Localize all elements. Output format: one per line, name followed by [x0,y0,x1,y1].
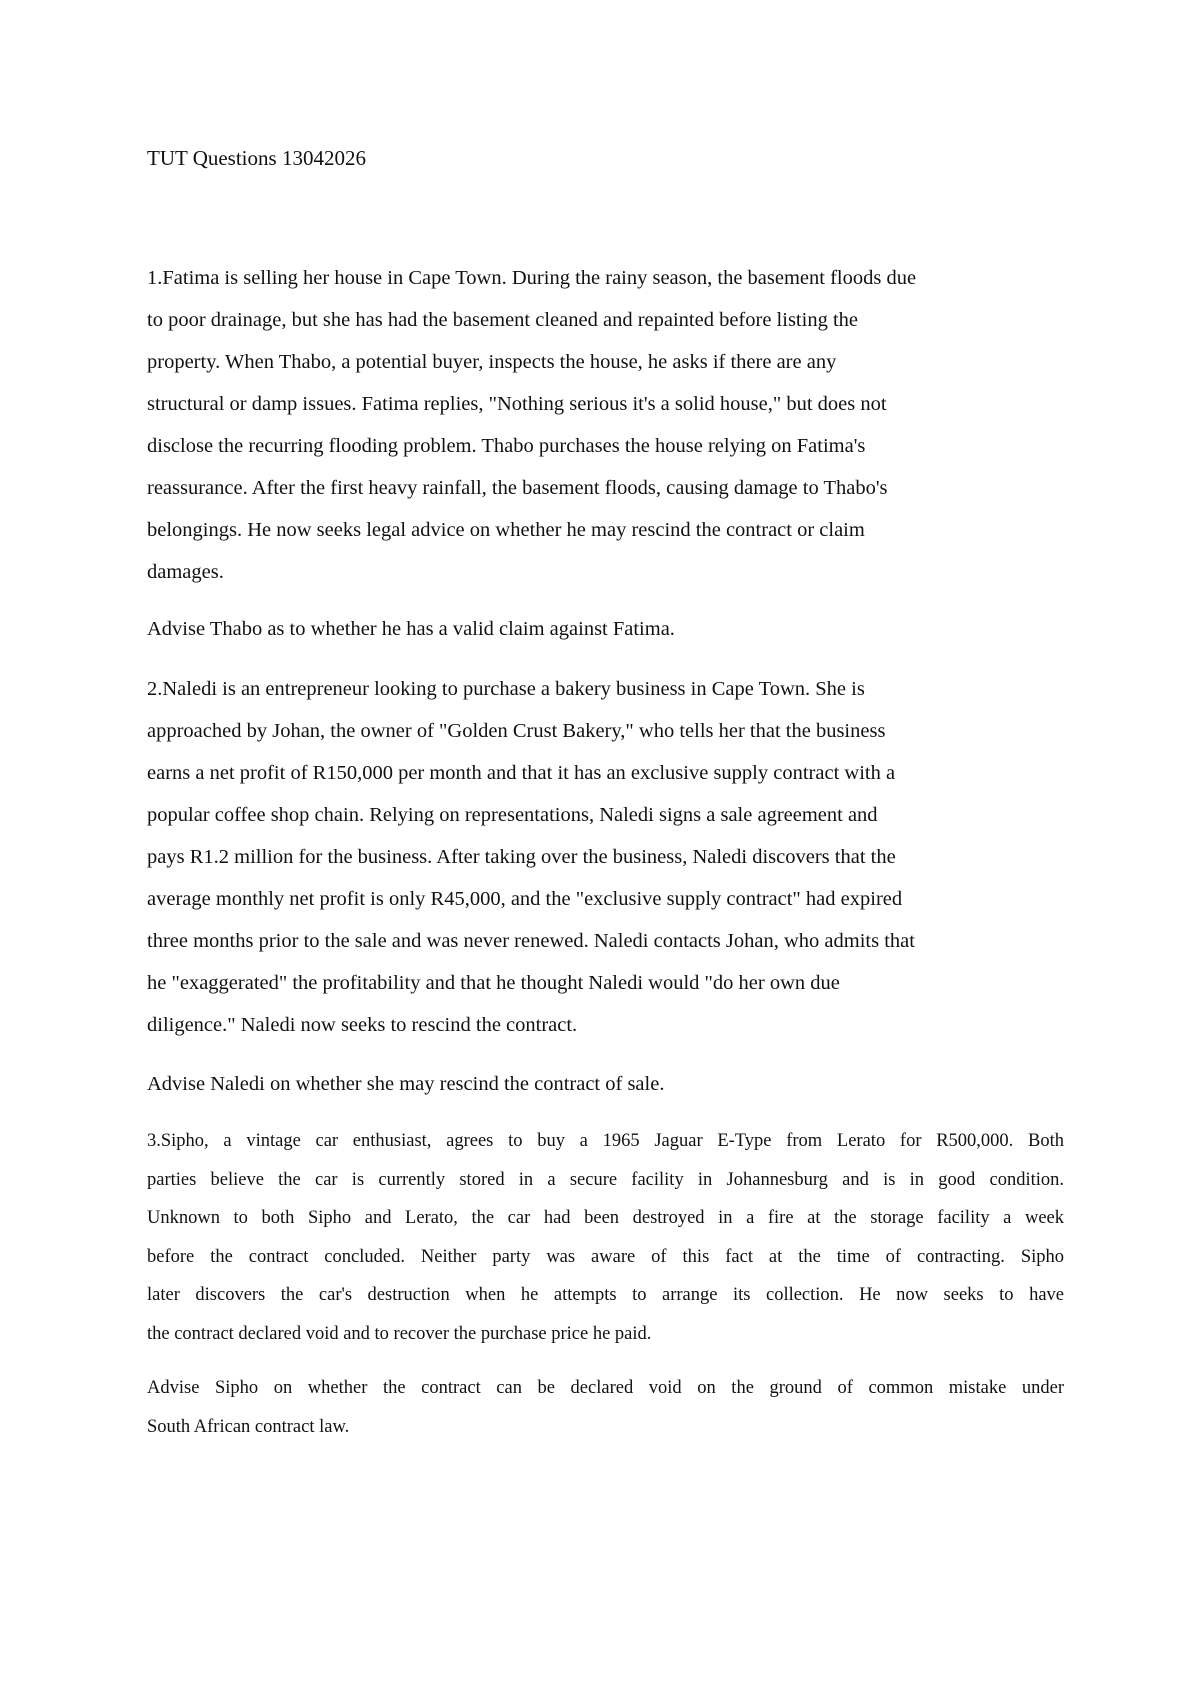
text-line: parties believe the car is currently stored in a secure facility in Johannesburg and is in good condition. [147,1169,1064,1190]
text-line: he "exaggerated" the profitability and that he thought Naledi would "do her own due [147,972,840,994]
text-line: disclose the recurring flooding problem. Thabo purchases the house relying on Fatima's [147,435,866,457]
text-line: approached by Johan, the owner of "Golden Crust Bakery," who tells her that the business [147,720,886,742]
advise-line: Advise Thabo as to whether he has a valid claim against Fatima. [147,618,675,640]
text-line: later discovers the car's destruction when he attempts to arrange its collection. He now seeks to have [147,1285,1064,1305]
question-3-advise [147,1369,1064,1446]
text-line: Advise Sipho on whether the contract can be declared void on the ground of common mistake under [147,1378,1064,1398]
question-2-advise [147,1063,1064,1105]
advise-line: Advise Naledi on whether she may rescind the contract of sale. [147,1073,665,1095]
question-1 [147,257,1064,593]
text-line: belongings. He now seeks legal advice on whether he may rescind the contract or claim [147,519,865,541]
text-line: three months prior to the sale and was never renewed. Naledi contacts Johan, who admits that [147,930,915,952]
text-line: before the contract concluded. Neither party was aware of this fact at the time of contracting. Sipho [147,1246,1064,1267]
document-title: TUT Questions 13042026 [147,146,366,170]
text-line: 2.Naledi is an entrepreneur looking to purchase a bakery business in Cape Town. She is [147,678,865,700]
text-line: the contract declared void and to recover the purchase price he paid. [147,1323,652,1344]
text-line: property. When Thabo, a potential buyer, inspects the house, he asks if there are any [147,351,837,373]
question-2 [147,668,1064,1046]
text-line: average monthly net profit is only R45,000, and the "exclusive supply contract" had expired [147,888,903,910]
question-1-advise [147,608,1064,650]
text-line: structural or damp issues. Fatima replies, "Nothing serious it's a solid house," but does not [147,393,887,415]
text-line: reassurance. After the first heavy rainfall, the basement floods, causing damage to Thabo's [147,477,888,499]
text-line: 3.Sipho, a vintage car enthusiast, agrees to buy a 1965 Jaguar E-Type from Lerato for R500,000. Both [147,1131,1064,1151]
text-line: 1.Fatima is selling her house in Cape Town. During the rainy season, the basement floods due [147,267,917,289]
text-line: earns a net profit of R150,000 per month and that it has an exclusive supply contract with a [147,762,896,784]
text-line: Unknown to both Sipho and Lerato, the car had been destroyed in a fire at the storage facility a week [147,1208,1064,1228]
text-line: damages. [147,561,224,583]
text-line: diligence." Naledi now seeks to rescind the contract. [147,1014,578,1036]
text-line: to poor drainage, but she has had the basement cleaned and repainted before listing the [147,309,858,331]
text-line: South African contract law. [147,1416,350,1437]
question-3 [147,1122,1064,1353]
text-line: pays R1.2 million for the business. After taking over the business, Naledi discovers that the [147,846,896,868]
text-line: popular coffee shop chain. Relying on representations, Naledi signs a sale agreement and [147,804,878,826]
